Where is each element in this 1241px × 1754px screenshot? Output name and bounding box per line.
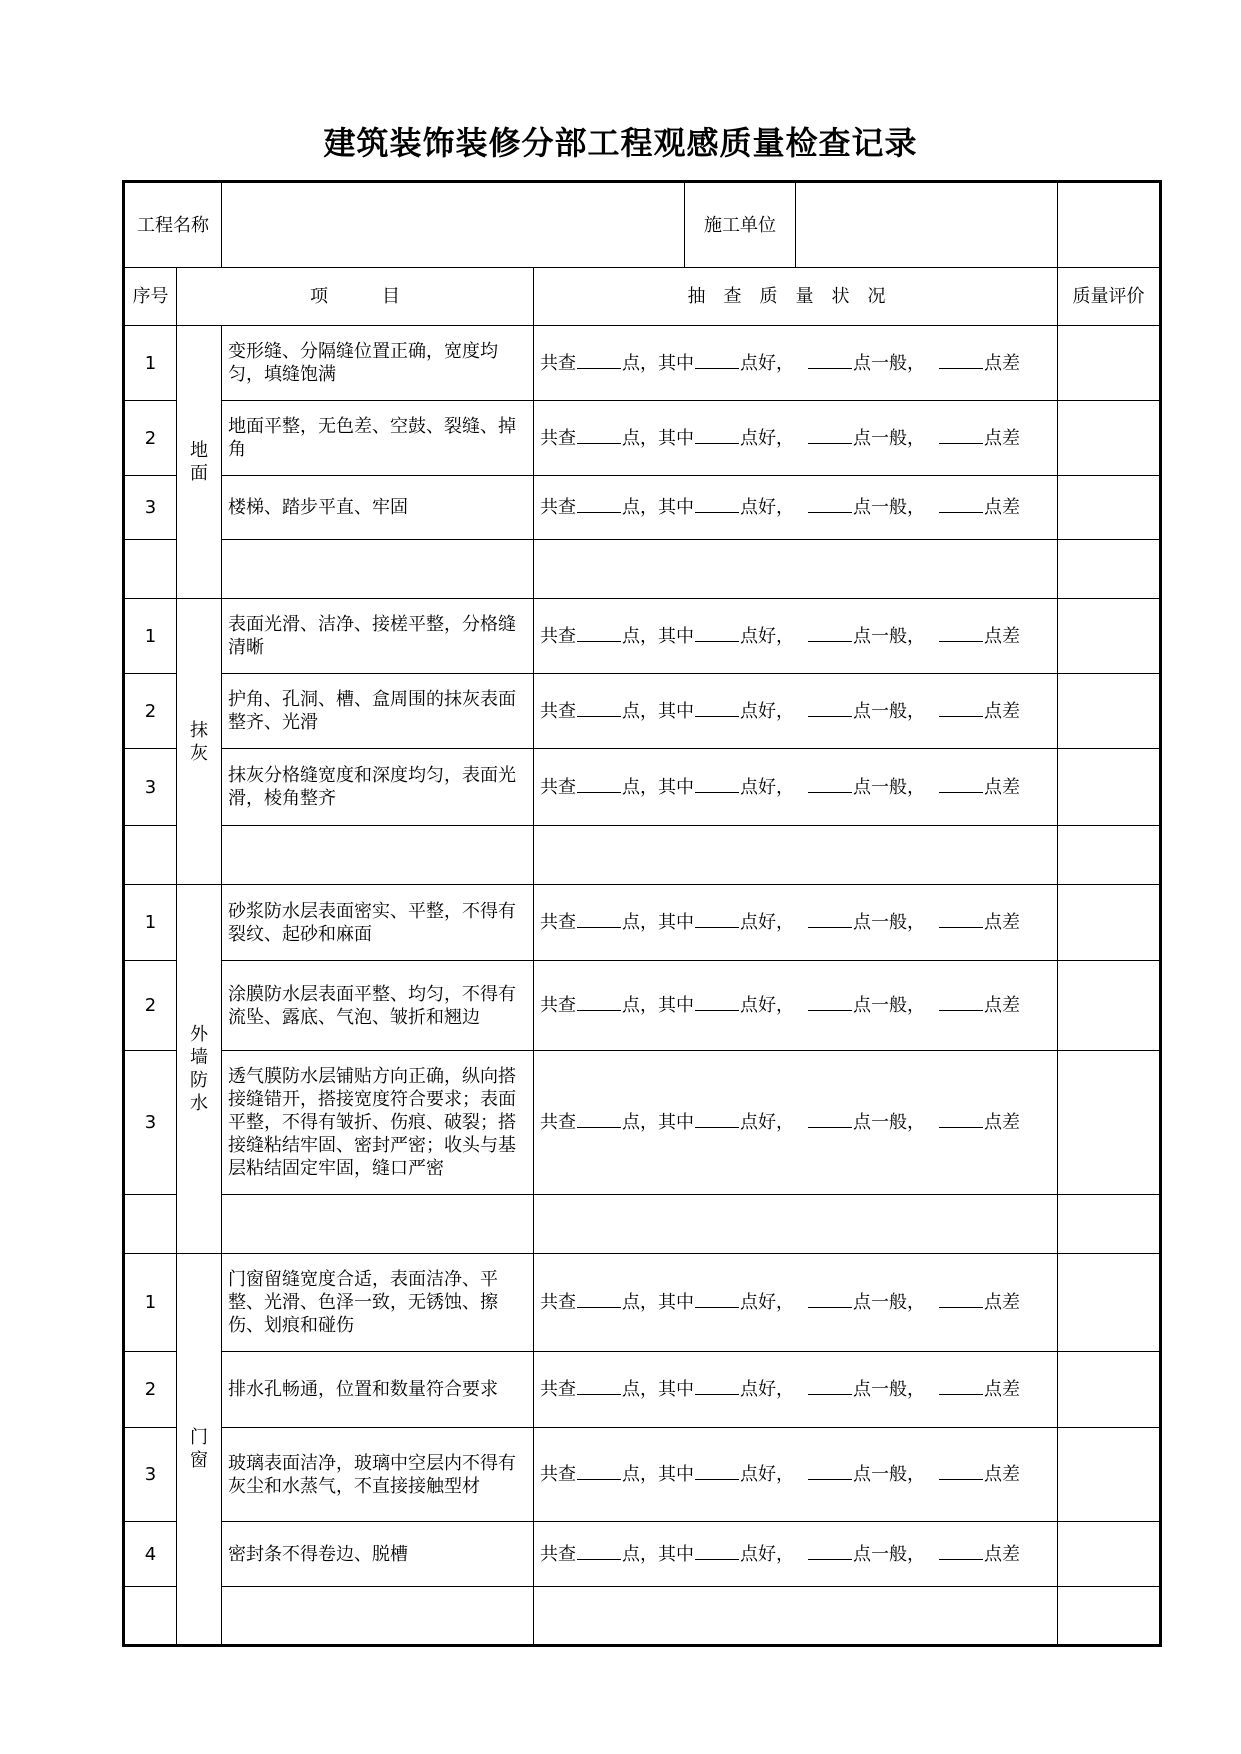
count-blank[interactable] [577,700,621,717]
group-label [177,599,222,885]
status-text-normal: 点一般， [853,1543,925,1565]
project-name-field[interactable] [222,183,685,267]
count-blank[interactable] [695,352,739,369]
count-blank[interactable] [577,625,621,642]
blank-item[interactable] [222,540,534,599]
blank-status[interactable] [534,540,1058,599]
row-item: 涂膜防水层表面平整、均匀，不得有流坠、露底、气泡、皱折和翘边 [222,961,534,1051]
row-item: 密封条不得卷边、脱槽 [222,1522,534,1587]
blank-item[interactable] [222,826,534,885]
count-blank[interactable] [808,352,852,369]
count-blank[interactable] [939,625,983,642]
count-blank[interactable] [939,776,983,793]
row-status [534,401,1058,476]
status-text-bad: 点差 [984,700,1020,722]
table-row [124,1522,1161,1587]
row-eval[interactable] [1058,885,1161,961]
status-text-bad: 点差 [984,352,1020,374]
count-blank[interactable] [577,1291,621,1308]
row-eval[interactable] [1058,1254,1161,1352]
contractor-field-ext[interactable] [1058,182,1161,268]
row-eval[interactable] [1058,599,1161,674]
status-text-bad: 点差 [984,912,1020,933]
count-blank[interactable] [939,1463,983,1480]
status-text-total: 共查 [540,1112,576,1133]
status-text-point-among: 点，其中 [622,352,694,374]
row-seq: 1 [124,885,177,961]
status-text-point-among: 点，其中 [622,1112,694,1133]
count-blank[interactable] [577,1111,621,1128]
status-text-point-among: 点，其中 [622,700,694,722]
blank-eval[interactable] [1058,1195,1161,1254]
col-item-header: 项 目 [177,268,534,326]
count-blank[interactable] [808,1463,852,1480]
status-text-total: 共查 [540,1464,576,1485]
count-blank[interactable] [808,496,852,513]
count-blank[interactable] [808,1291,852,1308]
blank-seq [124,540,177,599]
status-text-good: 点好， [740,1112,794,1133]
status-text-normal: 点一般， [853,995,925,1016]
row-status [534,326,1058,401]
count-blank[interactable] [695,496,739,513]
blank-status[interactable] [534,1587,1058,1646]
status-text-point-among: 点，其中 [622,625,694,647]
inspection-table [122,180,1162,1647]
status-text-normal: 点一般， [853,1379,925,1400]
count-blank[interactable] [808,994,852,1011]
project-name-value-cell[interactable] [222,182,1058,268]
status-text-normal: 点一般， [853,352,925,374]
count-blank[interactable] [577,352,621,369]
group-label [177,1254,222,1646]
count-blank[interactable] [577,1543,621,1560]
col-seq-header: 序号 [124,268,177,326]
status-text-good: 点好， [740,625,794,647]
status-text-point-among: 点，其中 [622,497,694,518]
blank-seq [124,1587,177,1646]
status-text-bad: 点差 [984,776,1020,798]
count-blank[interactable] [808,625,852,642]
count-blank[interactable] [577,1463,621,1480]
row-eval[interactable] [1058,674,1161,749]
row-eval[interactable] [1058,1352,1161,1428]
status-text-normal: 点一般， [853,1464,925,1485]
status-text-total: 共查 [540,497,576,518]
row-eval[interactable] [1058,749,1161,826]
count-blank[interactable] [808,911,852,928]
status-text-total: 共查 [540,427,576,449]
count-blank[interactable] [808,1543,852,1560]
table-row [124,1428,1161,1522]
row-item: 排水孔畅通，位置和数量符合要求 [222,1352,534,1428]
status-text-normal: 点一般， [853,1112,925,1133]
status-text-bad: 点差 [984,995,1020,1016]
blank-item[interactable] [222,1195,534,1254]
blank-row [124,1195,1161,1254]
row-item: 门窗留缝宽度合适，表面洁净、平整、光滑、色泽一致，无锈蚀、擦伤、划痕和碰伤 [222,1254,534,1352]
status-text-total: 共查 [540,700,576,722]
status-text-normal: 点一般， [853,625,925,647]
status-text-good: 点好， [740,700,794,722]
row-status [534,1051,1058,1195]
row-item: 玻璃表面洁净，玻璃中空层内不得有灰尘和水蒸气，不直接接触型材 [222,1428,534,1522]
status-text-normal: 点一般， [853,912,925,933]
status-text-bad: 点差 [984,497,1020,518]
count-blank[interactable] [939,352,983,369]
row-eval[interactable] [1058,1428,1161,1522]
status-text-bad: 点差 [984,1543,1020,1565]
status-text-total: 共查 [540,625,576,647]
group-name: 抹灰 [190,719,208,764]
status-text-bad: 点差 [984,1112,1020,1133]
col-eval-header: 质量评价 [1058,268,1161,326]
status-text-good: 点好， [740,1292,794,1313]
table-row [124,599,1161,674]
group-name: 外墙防水 [190,1024,208,1114]
status-text-total: 共查 [540,995,576,1016]
count-blank[interactable] [577,1378,621,1395]
status-text-good: 点好， [740,1379,794,1400]
column-header-row [124,268,1161,326]
row-status [534,1522,1058,1587]
table-row [124,961,1161,1051]
count-blank[interactable] [695,1543,739,1560]
status-text-good: 点好， [740,497,794,518]
count-blank[interactable] [695,1378,739,1395]
status-text-total: 共查 [540,1292,576,1313]
group-label [177,885,222,1254]
row-seq: 1 [124,1254,177,1352]
count-blank[interactable] [695,625,739,642]
group-label [177,326,222,599]
row-seq: 3 [124,1051,177,1195]
status-text-good: 点好， [740,912,794,933]
count-blank[interactable] [695,427,739,444]
count-blank[interactable] [939,496,983,513]
status-text-good: 点好， [740,1464,794,1485]
row-item: 地面平整，无色差、空鼓、裂缝、掉角 [222,401,534,476]
row-item: 砂浆防水层表面密实、平整，不得有裂纹、起砂和麻面 [222,885,534,961]
row-status [534,1352,1058,1428]
table-row [124,749,1161,826]
row-seq: 2 [124,961,177,1051]
status-text-total: 共查 [540,1543,576,1565]
group-name: 地面 [190,440,208,484]
status-text-normal: 点一般， [853,497,925,518]
status-text-bad: 点差 [984,1292,1020,1313]
count-blank[interactable] [695,1111,739,1128]
blank-eval[interactable] [1058,540,1161,599]
count-blank[interactable] [939,911,983,928]
status-text-normal: 点一般， [853,700,925,722]
row-status [534,599,1058,674]
count-blank[interactable] [695,700,739,717]
row-seq: 3 [124,1428,177,1522]
count-blank[interactable] [808,700,852,717]
status-text-point-among: 点，其中 [622,1464,694,1485]
count-blank[interactable] [695,776,739,793]
count-blank[interactable] [695,1463,739,1480]
table-row [124,401,1161,476]
table-row [124,1051,1161,1195]
contractor-label: 施工单位 [685,183,796,267]
status-text-point-among: 点，其中 [622,427,694,449]
blank-eval[interactable] [1058,1587,1161,1646]
count-blank[interactable] [939,427,983,444]
status-text-bad: 点差 [984,1464,1020,1485]
count-blank[interactable] [695,1291,739,1308]
row-eval[interactable] [1058,476,1161,540]
row-seq: 2 [124,1352,177,1428]
row-status [534,749,1058,826]
status-text-total: 共查 [540,912,576,933]
blank-item[interactable] [222,1587,534,1646]
contractor-field[interactable] [796,183,1057,267]
status-text-good: 点好， [740,427,794,449]
row-status [534,885,1058,961]
row-seq: 1 [124,599,177,674]
count-blank[interactable] [577,496,621,513]
row-seq: 2 [124,674,177,749]
row-status [534,1428,1058,1522]
project-name-label: 工程名称 [124,182,222,268]
count-blank[interactable] [939,1291,983,1308]
blank-row [124,540,1161,599]
blank-row [124,1587,1161,1646]
page-title: 建筑装饰装修分部工程观感质量检查记录 [323,124,918,162]
status-text-bad: 点差 [984,625,1020,647]
row-eval[interactable] [1058,326,1161,401]
status-text-good: 点好， [740,995,794,1016]
table-row [124,674,1161,749]
count-blank[interactable] [939,1543,983,1560]
count-blank[interactable] [808,1111,852,1128]
row-item: 透气膜防水层铺贴方向正确，纵向搭接缝错开，搭接宽度符合要求；表面平整，不得有皱折、伤痕、破裂；搭接缝粘结牢固、密封严密；收头与基层粘结固定牢固，缝口严密 [222,1051,534,1195]
row-item: 护角、孔洞、槽、盒周围的抹灰表面整齐、光滑 [222,674,534,749]
status-text-total: 共查 [540,352,576,374]
row-seq: 2 [124,401,177,476]
status-text-point-among: 点，其中 [622,912,694,933]
table-row [124,885,1161,961]
count-blank[interactable] [695,911,739,928]
status-text-good: 点好， [740,352,794,374]
table-row [124,1352,1161,1428]
status-text-normal: 点一般， [853,1292,925,1313]
count-blank[interactable] [695,994,739,1011]
status-text-normal: 点一般， [853,427,925,449]
blank-row [124,826,1161,885]
row-seq: 1 [124,326,177,401]
row-item: 楼梯、踏步平直、牢固 [222,476,534,540]
blank-seq [124,1195,177,1254]
row-seq: 3 [124,749,177,826]
count-blank[interactable] [939,1111,983,1128]
status-text-good: 点好， [740,1543,794,1565]
header-info-row [124,182,1161,268]
table-row [124,476,1161,540]
row-seq: 3 [124,476,177,540]
row-item: 抹灰分格缝宽度和深度均匀，表面光滑，棱角整齐 [222,749,534,826]
count-blank[interactable] [808,1378,852,1395]
count-blank[interactable] [939,994,983,1011]
count-blank[interactable] [939,1378,983,1395]
status-text-bad: 点差 [984,1379,1020,1400]
status-text-point-among: 点，其中 [622,995,694,1016]
status-text-point-among: 点，其中 [622,1543,694,1565]
status-text-point-among: 点，其中 [622,1292,694,1313]
count-blank[interactable] [577,994,621,1011]
table-row [124,326,1161,401]
count-blank[interactable] [577,776,621,793]
row-item: 表面光滑、洁净、接槎平整，分格缝清晰 [222,599,534,674]
row-eval[interactable] [1058,401,1161,476]
status-text-bad: 点差 [984,427,1020,449]
row-status [534,1254,1058,1352]
count-blank[interactable] [577,911,621,928]
row-status [534,476,1058,540]
row-eval[interactable] [1058,961,1161,1051]
row-eval[interactable] [1058,1051,1161,1195]
blank-status[interactable] [534,826,1058,885]
col-status-header: 抽查质量状况 [534,268,1058,326]
row-status [534,674,1058,749]
status-text-total: 共查 [540,776,576,798]
row-eval[interactable] [1058,1522,1161,1587]
row-seq: 4 [124,1522,177,1587]
status-text-total: 共查 [540,1379,576,1400]
status-text-normal: 点一般， [853,776,925,798]
blank-seq [124,826,177,885]
blank-eval[interactable] [1058,826,1161,885]
group-name: 门窗 [190,1427,208,1471]
count-blank[interactable] [808,776,852,793]
row-item: 变形缝、分隔缝位置正确，宽度均匀，填缝饱满 [222,326,534,401]
status-text-point-among: 点，其中 [622,1379,694,1400]
table-row [124,1254,1161,1352]
count-blank[interactable] [577,427,621,444]
row-status [534,961,1058,1051]
blank-status[interactable] [534,1195,1058,1254]
count-blank[interactable] [939,700,983,717]
status-text-good: 点好， [740,776,794,798]
count-blank[interactable] [808,427,852,444]
status-text-point-among: 点，其中 [622,776,694,798]
